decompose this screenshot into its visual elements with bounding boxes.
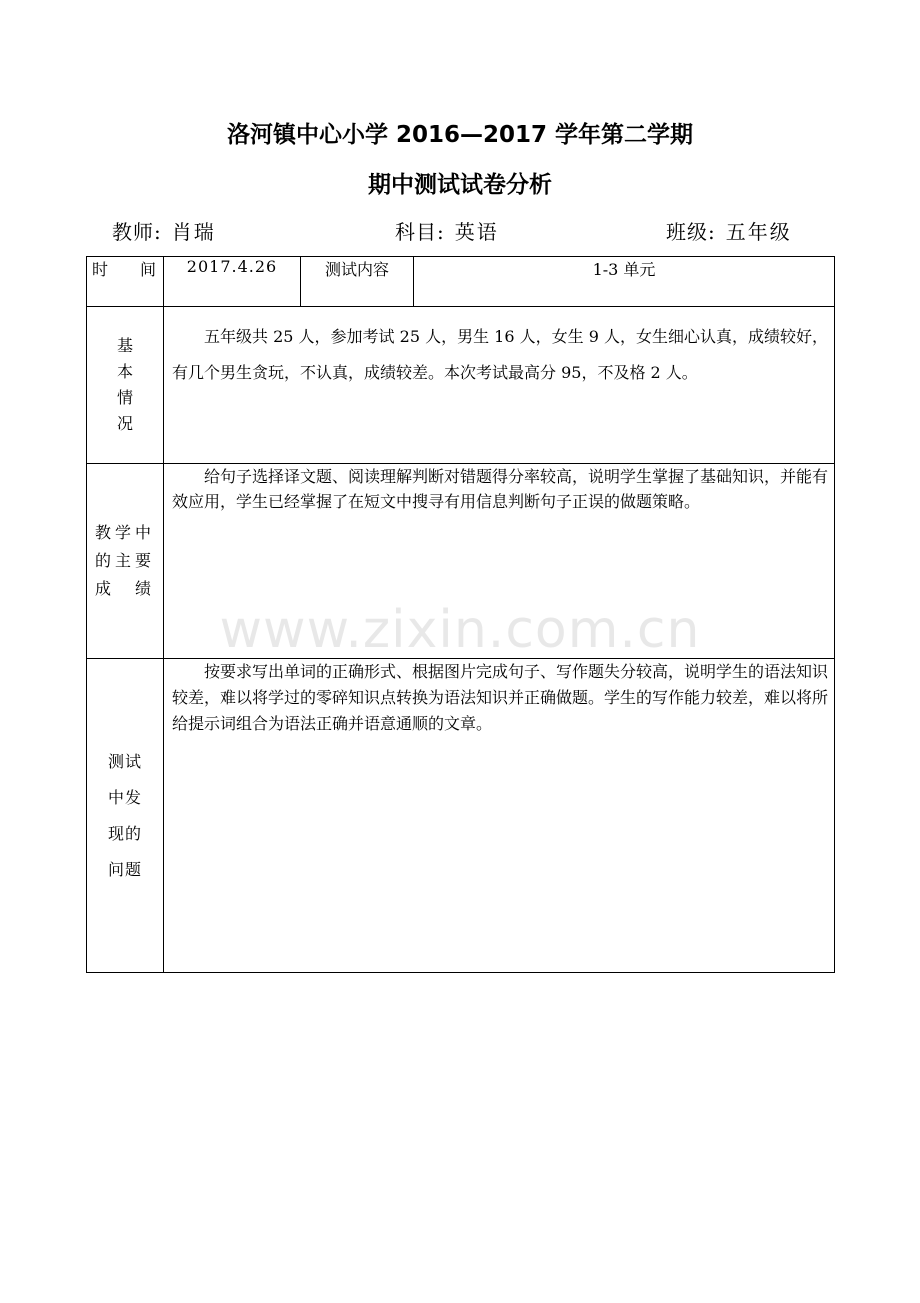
time-label	[92, 260, 158, 279]
basic-label-line-2: 本	[116, 362, 133, 381]
section-achievements	[87, 464, 835, 659]
content-label: 测试内容	[301, 257, 414, 307]
class-label: 班级:	[666, 220, 716, 244]
date-value: 2017.4.26	[164, 257, 301, 307]
subject-info	[395, 217, 499, 247]
achievements-content: 给句子选择译文题、阅读理解判断对错题得分率较高，说明学生掌握了基础知识，并能有效应用，学生已经掌握了在短文中搜寻有用信息判断句子正误的做题策略。	[172, 467, 829, 511]
problems-label-line-4: 问题	[107, 859, 142, 879]
watermark: www.zixin.com.cn	[219, 600, 701, 660]
basic-label-line-1: 基	[116, 336, 133, 355]
analysis-table	[86, 256, 835, 307]
basic-label-line-3: 情	[116, 388, 133, 407]
time-label-cell	[87, 257, 164, 307]
achievements-label-line-2: 的主要	[94, 551, 155, 570]
document-title-line1: 洛河镇中心小学 2016—2017 学年第二学期	[226, 122, 694, 148]
basic-label-line-4: 况	[116, 414, 133, 433]
problems-content-cell	[164, 659, 835, 973]
teacher-value: 肖瑞	[171, 220, 216, 244]
problems-label-line-2: 中发	[107, 787, 142, 807]
analysis-sections-table	[86, 306, 835, 973]
document-title-line2: 期中测试试卷分析	[368, 172, 552, 198]
achievements-label	[87, 464, 164, 659]
time-label-char-2: 间	[140, 260, 159, 279]
content-value: 1-3 单元	[414, 257, 835, 307]
problems-label-line-1: 测试	[107, 751, 142, 771]
teacher-label: 教师:	[112, 220, 162, 244]
achievements-content-cell	[164, 464, 835, 659]
basic-label	[87, 307, 164, 464]
meta-row	[87, 257, 835, 307]
basic-content: 五年级共 25 人，参加考试 25 人，男生 16 人，女生 9 人，女生细心认真，成绩较好，有几个男生贪玩，不认真，成绩较差。本次考试最高分 95，不及格 2 人。	[172, 327, 828, 382]
problems-label	[87, 659, 164, 973]
time-label-char-1: 时	[91, 260, 110, 279]
teacher-info	[112, 217, 216, 247]
subject-label: 科目:	[395, 220, 445, 244]
basic-content-cell	[164, 307, 835, 464]
achievements-label-line-1: 教学中	[94, 523, 155, 542]
achievements-label-line-3: 成 绩	[94, 579, 155, 598]
problems-label-line-3: 现的	[107, 823, 142, 843]
section-problems	[87, 659, 835, 973]
class-info	[666, 217, 792, 247]
problems-content: 按要求写出单词的正确形式、根据图片完成句子、写作题失分较高，说明学生的语法知识较差，难以将学过的零碎知识点转换为语法知识并正确做题。学生的写作能力较差，难以将所给提示词组合为语法正确并语意通顺的文章。	[172, 662, 829, 733]
section-basic	[87, 307, 835, 464]
class-value: 五年级	[725, 220, 792, 244]
subject-value: 英语	[454, 220, 499, 244]
